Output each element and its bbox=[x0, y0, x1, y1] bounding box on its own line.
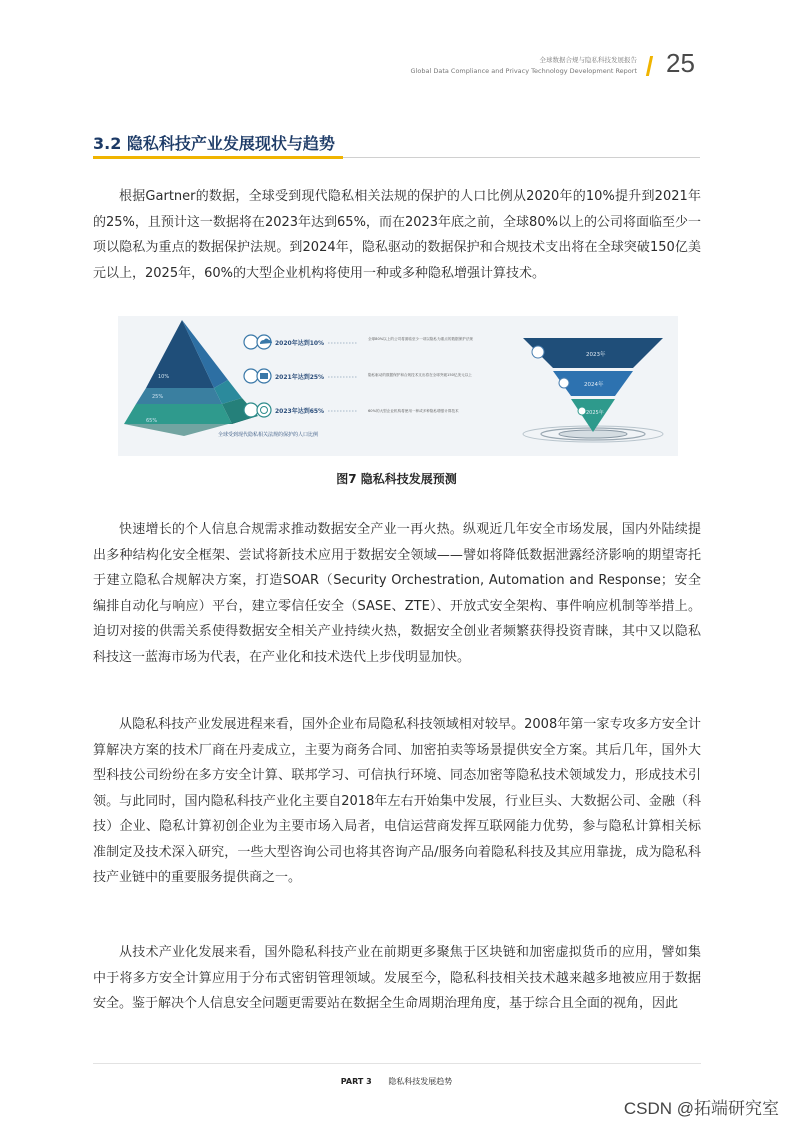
pyramid-label-25: 25% bbox=[152, 394, 164, 400]
header-en-title: Global Data Compliance and Privacy Technology Development Report bbox=[410, 67, 637, 75]
footer-chapter-title: 隐私科技发展趋势 bbox=[388, 1077, 453, 1086]
stage-row-2020 bbox=[244, 335, 358, 349]
note-2-wrap bbox=[368, 372, 488, 392]
stage-row-2023 bbox=[244, 403, 358, 417]
stage-circle bbox=[244, 403, 258, 417]
pyramid-mid-left bbox=[136, 388, 222, 404]
funnel-icon-1 bbox=[532, 346, 544, 358]
pyramid bbox=[124, 320, 258, 436]
funnel-label-2025: 2025年 bbox=[586, 410, 604, 416]
header-cn-title: 全球数据合规与隐私科技发展报告 bbox=[539, 56, 637, 64]
footer-part-label: PART 3 bbox=[340, 1077, 372, 1086]
pyramid-label-65: 65% bbox=[146, 418, 158, 424]
pyramid-caption: 全球受到现代隐私相关法规的保护的人口比例 bbox=[218, 432, 319, 438]
note-2: 隐私驱动的数据保护和合规技术支出将在全球突破150亿美元以上 bbox=[368, 373, 472, 377]
footer-divider bbox=[93, 1063, 701, 1064]
funnel-icon-3 bbox=[578, 407, 586, 415]
funnel-label-2024: 2024年 bbox=[584, 382, 604, 388]
funnel-label-2023: 2023年 bbox=[586, 352, 606, 358]
figure-caption: 图7 隐私科技发展预测 bbox=[336, 472, 457, 486]
watermark: CSDN @拓端研究室 bbox=[623, 1099, 779, 1118]
page-number: 25 bbox=[666, 48, 695, 78]
header-accent-bar bbox=[646, 56, 653, 76]
globe-icon bbox=[257, 403, 271, 417]
stage-label-2021: 2021年达到25% bbox=[275, 374, 325, 381]
stage-circle bbox=[244, 335, 258, 349]
stage-circle bbox=[244, 369, 258, 383]
paragraph-1: 根据Gartner的数据，全球受到现代隐私相关法规的保护的人口比例从2020年的10%提升到2021年的25%，且预计这一数据将在2023年达到65%，而在2023年底之前，全球80%以上的公司将面临至少一项以隐私为重点的数据保护法规。到2024年，隐私驱动的数据保护和合规技术支出将在全球突破150亿美元以上，2025年，60%的大型企业机构将使用一种或多种隐私增强计算技术。 bbox=[93, 189, 701, 281]
paragraph-2: 快速增长的个人信息合规需求推动数据安全产业一再火热。纵观近几年安全市场发展，国内外陆续提出多种结构化安全框架、尝试将新技术应用于数据安全领域——譬如将降低数据泄露经济影响的期望寄托于建立隐私合规解决方案，打造SOAR（Security Orchestration, Automation and Response；安全编排自动化与响应）平台，建立零信任安全（SASE、ZTE）、开放式安全架构、事件响应机制等举措上。迫切对接的供需关系使得数据安全相关产业持续火热，数据安全创业者频繁获得投资青睐，其中又以隐私科技这一蓝海市场为代表，在产业化和技术迭代上步伐明显加快。 bbox=[93, 522, 701, 665]
pyramid-base-left bbox=[124, 404, 232, 424]
section-title-underline bbox=[93, 156, 343, 159]
figure-graphic bbox=[118, 316, 678, 456]
paragraph-3: 从隐私科技产业发展进程来看，国外企业布局隐私科技领域相对较早。2008年第一家专攻多方安全计算解决方案的技术厂商在丹麦成立，主要为商务合同、加密拍卖等场景提供安全方案。其后几年，国外大型科技公司纷纷在多方安全计算、联邦学习、可信执行环境、同态加密等隐私技术领域发力，形成技术引领。与此同时，国内隐私科技产业化主要自2018年左右开始集中发展，行业巨头、大数据公司、金融（科技）企业、隐私计算初创企业为主要市场入局者，电信运营商发挥互联网能力优势，参与隐私计算相关标准制定及技术深入研究，一些大型咨询公司也将其咨询产品/服务向着隐私科技及其应用靠拢，成为隐私科技产业链中的重要服务提供商之一。 bbox=[93, 717, 701, 885]
funnel-icon-2 bbox=[559, 378, 569, 388]
pyramid-label-10: 10% bbox=[158, 374, 170, 380]
section-title: 3.2 隐私科技产业发展现状与趋势 bbox=[93, 134, 335, 153]
note-1: 全球80%以上的公司将面临至少一项以隐私为重点的数据保护法规 bbox=[368, 337, 474, 341]
stage-label-2020: 2020年达到10% bbox=[275, 340, 325, 347]
stage-label-2023: 2023年达到65% bbox=[275, 408, 325, 415]
note-3: 60%的大型企业机构将使用一种或多种隐私增强计算技术 bbox=[368, 409, 459, 413]
stage-row-2021 bbox=[244, 369, 358, 383]
figure-privacy-forecast bbox=[118, 316, 678, 456]
running-header bbox=[411, 55, 637, 77]
funnel bbox=[523, 338, 663, 442]
note-3-wrap bbox=[368, 408, 488, 428]
note-1-wrap bbox=[368, 336, 488, 356]
building-icon-glyph bbox=[260, 373, 268, 379]
running-footer bbox=[0, 1076, 793, 1087]
paragraph-4: 从技术产业化发展来看，国外隐私科技产业在前期更多聚焦于区块链和加密虚拟货币的应用，譬如集中于将多方安全计算应用于分布式密钥管理领域。发展至今，隐私科技相关技术越来越多地被应用于数据安全。鉴于解决个人信息安全问题更需要站在数据全生命周期治理角度，基于综合且全面的视角，因此 bbox=[93, 945, 701, 1011]
section-divider bbox=[343, 157, 700, 158]
